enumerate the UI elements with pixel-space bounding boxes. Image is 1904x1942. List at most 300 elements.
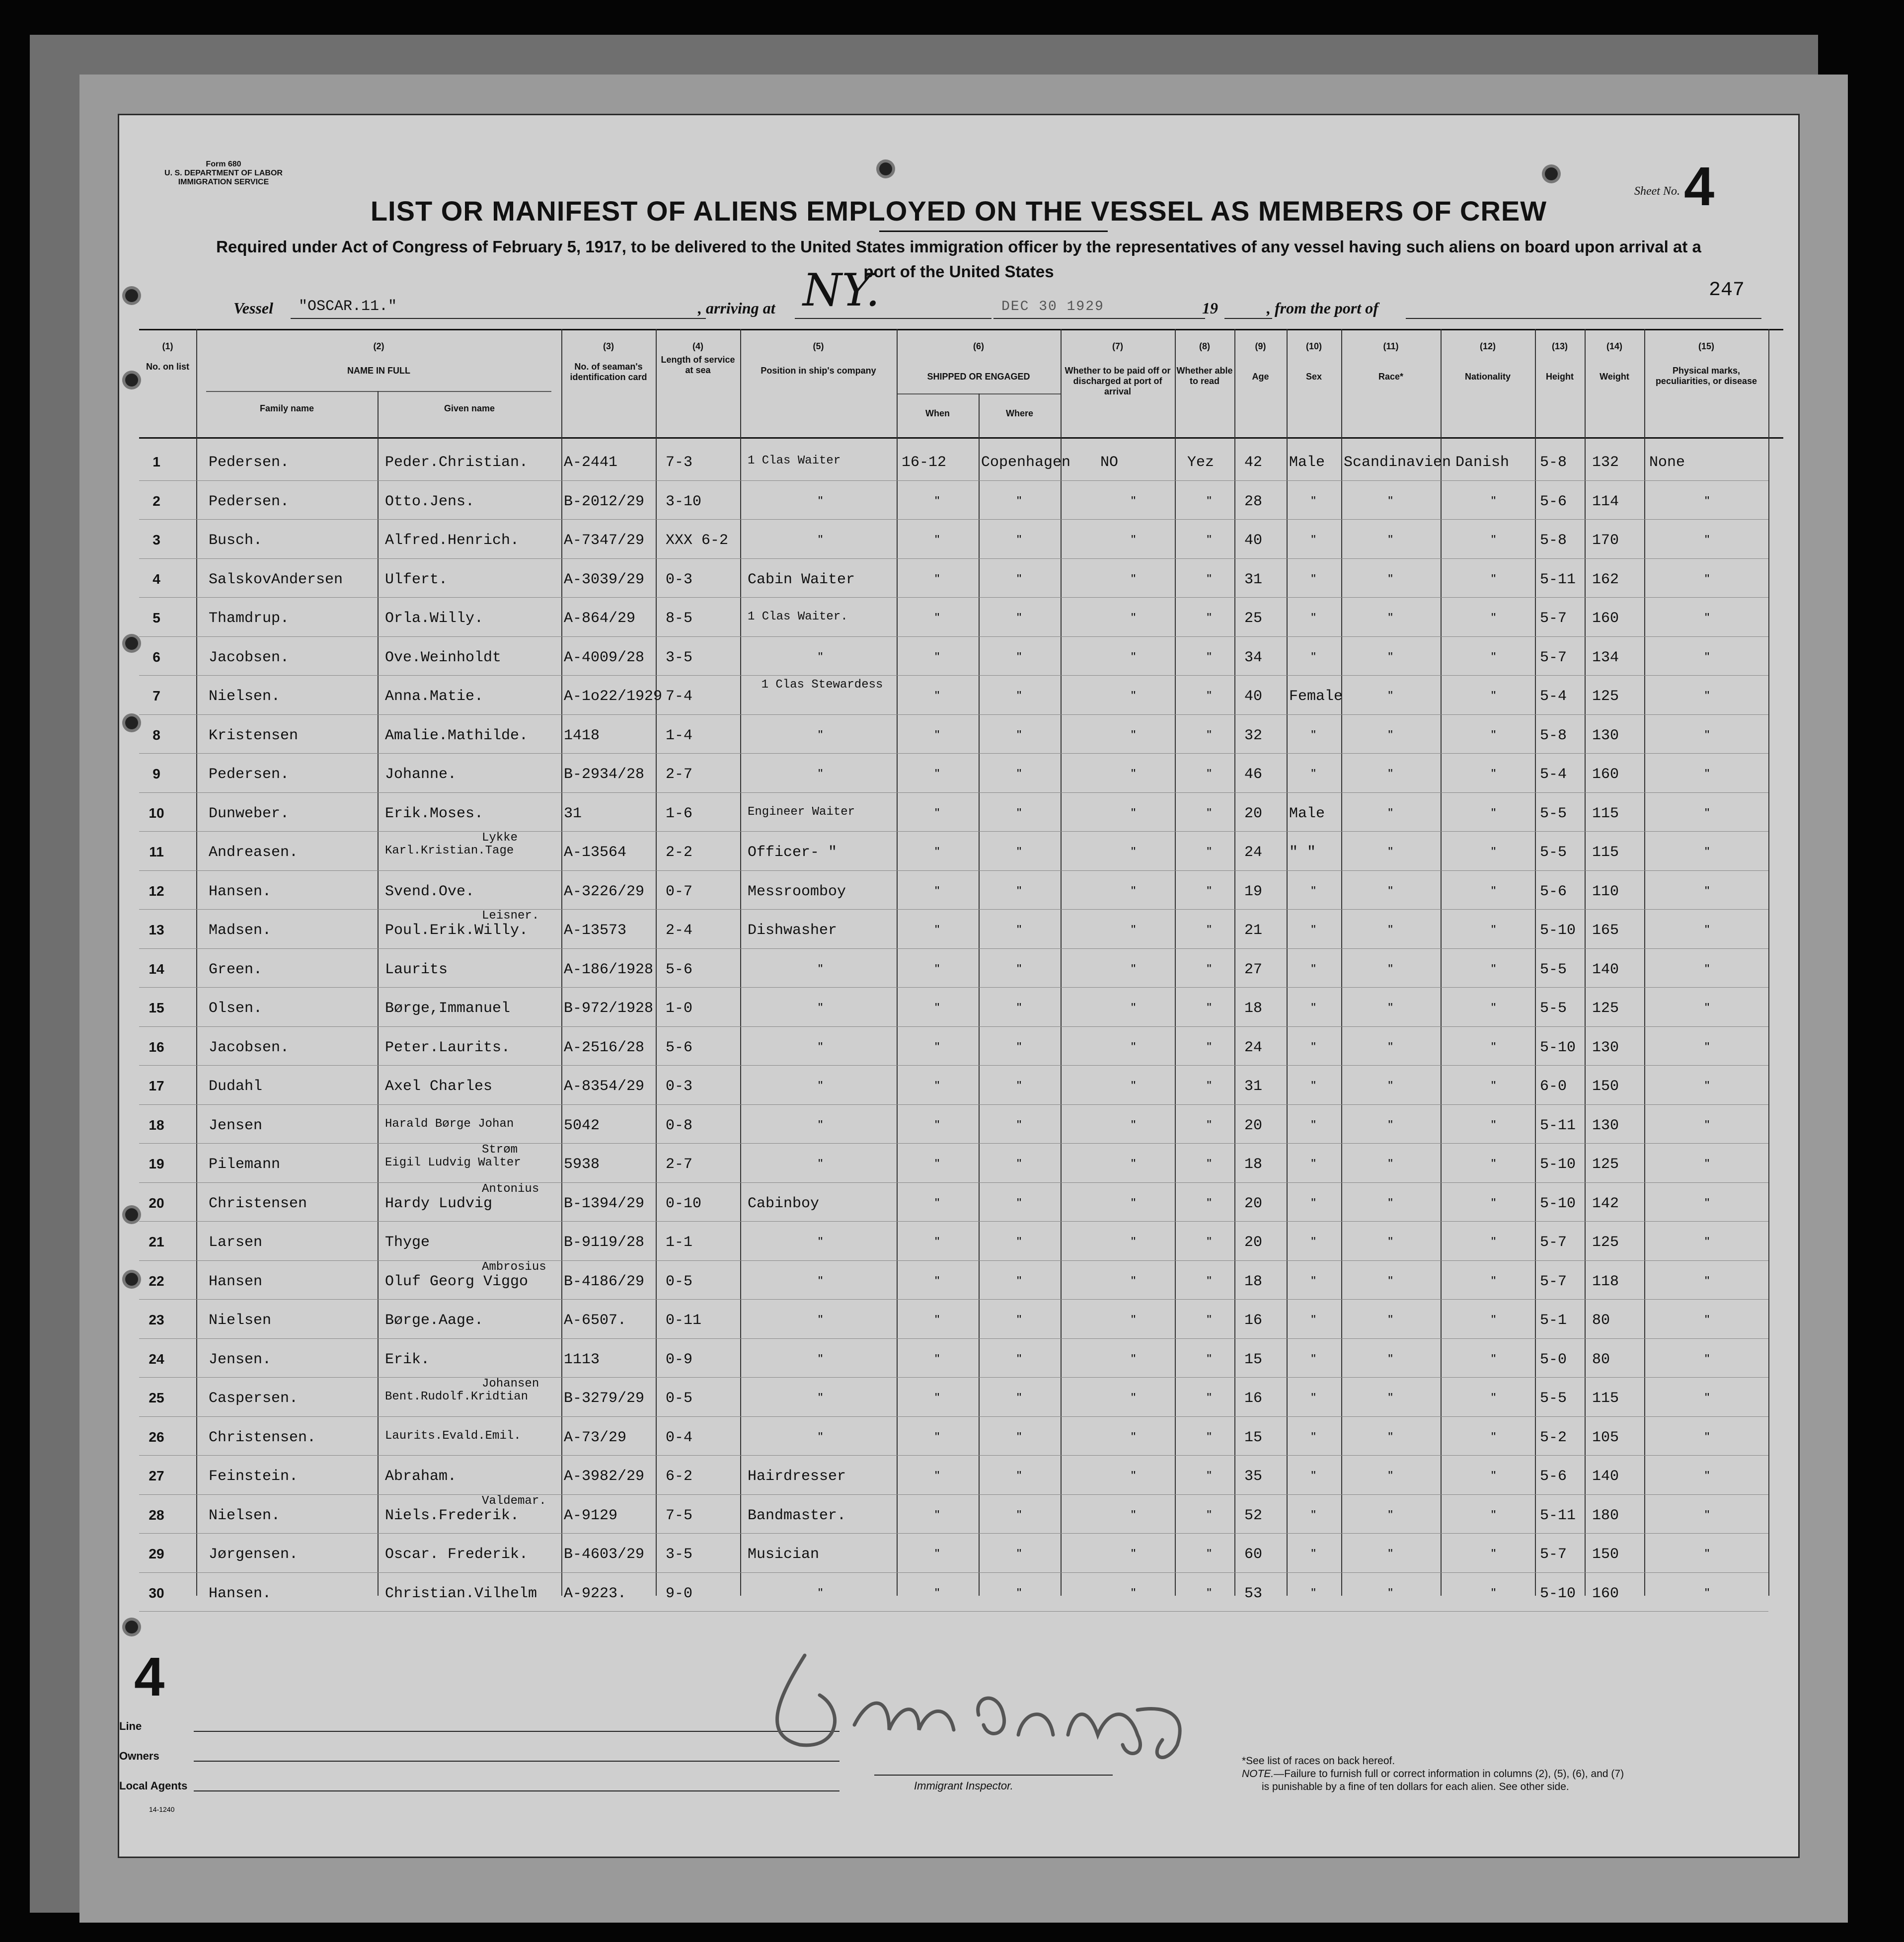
cell-paid: " — [1131, 766, 1136, 781]
cell-age: 31 — [1244, 571, 1263, 588]
cell-service: XXX 6-2 — [666, 532, 729, 549]
cell-age: 25 — [1244, 610, 1263, 627]
cell-race: " — [1388, 1468, 1393, 1483]
department: U. S. DEPARTMENT OF LABOR — [164, 169, 283, 177]
cell-position: " — [818, 1039, 823, 1054]
cell-given: Alfred.Henrich. — [385, 532, 520, 549]
service: IMMIGRATION SERVICE — [178, 178, 269, 186]
row-rule — [139, 1104, 1768, 1105]
cell-family: Nielsen. — [209, 688, 281, 705]
cell-given: Anna.Matie. — [385, 688, 484, 705]
cell-paid: " — [1131, 1234, 1136, 1249]
cell-paid: " — [1131, 532, 1136, 547]
cell-height: 5-4 — [1540, 688, 1567, 705]
cell-marks: " — [1705, 532, 1710, 547]
cell-service: 8-5 — [666, 610, 693, 627]
cell-family: Thamdrup. — [209, 610, 290, 627]
cell-card: A-3982/29 — [564, 1468, 645, 1485]
binder-hole-icon — [125, 374, 138, 387]
cell-when: " — [935, 1390, 940, 1405]
cell-family: Nielsen — [209, 1312, 272, 1329]
cell-race: " — [1388, 1195, 1393, 1210]
cell-race: " — [1388, 961, 1393, 976]
cell-race: " — [1388, 883, 1393, 898]
cell-marks: " — [1705, 571, 1710, 586]
cell-weight: 160 — [1592, 766, 1619, 783]
cell-weight: 132 — [1592, 454, 1619, 471]
cell-where: " — [1017, 1507, 1022, 1522]
cell-position: 1 Clas Waiter. — [748, 610, 848, 623]
cell-height: 5-11 — [1540, 571, 1576, 588]
cell-no: 3 — [152, 532, 160, 547]
cell-where: " — [1017, 1117, 1022, 1132]
cell-weight: 115 — [1592, 844, 1619, 861]
cell-read: " — [1207, 727, 1212, 742]
cell-family: Hansen. — [209, 1585, 272, 1602]
cell-card: A-4009/28 — [564, 649, 645, 666]
cell-race: " — [1388, 688, 1393, 703]
cell-height: 5-7 — [1540, 649, 1567, 666]
cell-family: Madsen. — [209, 922, 272, 939]
cell-given: Børge,Immanuel — [385, 1000, 511, 1017]
cell-no: 28 — [149, 1507, 164, 1523]
cell-nat: " — [1491, 1234, 1496, 1249]
cell-sex: " — [1311, 1195, 1316, 1210]
cell-family: Olsen. — [209, 1000, 263, 1017]
cell-paid: " — [1131, 922, 1136, 937]
cell-read: " — [1207, 493, 1212, 508]
row-rule — [139, 1494, 1768, 1495]
cell-paid: " — [1131, 844, 1136, 859]
cell-when: " — [935, 1351, 940, 1366]
cell-card: 5938 — [564, 1156, 600, 1173]
cell-position: " — [818, 727, 823, 742]
cell-position: Musician — [748, 1546, 820, 1563]
cell-given: Peter.Laurits. — [385, 1039, 511, 1056]
cell-marks: " — [1705, 493, 1710, 508]
cell-read: " — [1207, 1000, 1212, 1015]
cell-family: Christensen — [209, 1195, 307, 1212]
binder-hole-icon — [1545, 167, 1558, 180]
cell-race: " — [1388, 1273, 1393, 1288]
cell-paid: " — [1131, 1585, 1136, 1600]
cell-age: 35 — [1244, 1468, 1263, 1485]
cell-position: " — [818, 532, 823, 547]
row-rule — [139, 519, 1768, 520]
cell-given: Axel Charles — [385, 1078, 493, 1095]
cell-weight: 130 — [1592, 727, 1619, 744]
cell-given: Erik. — [385, 1351, 430, 1368]
cell-paid: " — [1131, 1000, 1136, 1015]
cell-read: " — [1207, 844, 1212, 859]
from-port-label: , from the port of — [1267, 299, 1378, 317]
name-subrule — [206, 391, 551, 392]
cell-where: " — [1017, 844, 1022, 859]
cell-given: Svend.Ove. — [385, 883, 475, 900]
cell-no: 4 — [152, 571, 160, 587]
cell-paid: " — [1131, 1117, 1136, 1132]
cell-family: Jensen. — [209, 1351, 272, 1368]
cell-age: 16 — [1244, 1312, 1263, 1329]
cell-nat: " — [1491, 1390, 1496, 1405]
cell-read: " — [1207, 961, 1212, 976]
cell-height: 5-7 — [1540, 610, 1567, 627]
cell-race: " — [1388, 532, 1393, 547]
cell-where: " — [1017, 805, 1022, 820]
cell-where: " — [1017, 727, 1022, 742]
line-label: Line — [119, 1720, 142, 1732]
cell-paid: " — [1131, 1273, 1136, 1288]
cell-family: Dunweber. — [209, 805, 290, 822]
cell-race: " — [1388, 1429, 1393, 1444]
cell-nat: " — [1491, 1507, 1496, 1522]
cell-age: 40 — [1244, 532, 1263, 549]
cell-card: B-1394/29 — [564, 1195, 645, 1212]
cell-given: Erik.Moses. — [385, 805, 484, 822]
col13-header: (13) Height — [1546, 341, 1574, 382]
cell-weight: 170 — [1592, 532, 1619, 549]
cell-service: 0-3 — [666, 1078, 693, 1095]
row-rule — [139, 1182, 1768, 1183]
cell-card: A-13564 — [564, 844, 627, 861]
row-rule — [139, 1143, 1768, 1144]
row-rule — [139, 831, 1768, 832]
cell-given: Ove.Weinholdt — [385, 649, 502, 666]
row-rule — [139, 870, 1768, 871]
cell-paid: " — [1131, 1468, 1136, 1483]
inspector-signature-line — [874, 1775, 1113, 1776]
binder-hole-icon — [125, 1273, 138, 1286]
cell-card: 1418 — [564, 727, 600, 744]
cell-paid: " — [1131, 649, 1136, 664]
cell-given: Johanne. — [385, 766, 457, 783]
cell-where: " — [1017, 1273, 1022, 1288]
cell-height: 5-1 — [1540, 1312, 1567, 1329]
cell-where: " — [1017, 610, 1022, 625]
cell-nat: " — [1491, 1546, 1496, 1561]
cell-no: 8 — [152, 727, 160, 743]
cell-read: " — [1207, 610, 1212, 625]
cell-where: " — [1017, 571, 1022, 586]
cell-marks: " — [1705, 1429, 1710, 1444]
cell-weight: 125 — [1592, 1000, 1619, 1017]
cell-family: SalskovAndersen — [209, 571, 343, 588]
cell-height: 5-2 — [1540, 1429, 1567, 1446]
cell-service: 3-5 — [666, 649, 693, 666]
cell-card: B-4603/29 — [564, 1546, 645, 1563]
cell-given: Amalie.Mathilde. — [385, 727, 529, 744]
cell-weight: 140 — [1592, 1468, 1619, 1485]
cell-family: Pedersen. — [209, 454, 290, 471]
page-title: LIST OR MANIFEST OF ALIENS EMPLOYED ON THE VESSEL AS MEMBERS OF CREW — [370, 195, 1547, 227]
cell-height: 5-8 — [1540, 454, 1567, 471]
cell-age: 34 — [1244, 649, 1263, 666]
cell-no: 23 — [149, 1312, 164, 1327]
cell-when: " — [935, 1117, 940, 1132]
cell-age: 20 — [1244, 1234, 1263, 1251]
cell-marks: None — [1649, 454, 1685, 471]
cell-height: 5-4 — [1540, 766, 1567, 783]
cell-no: 14 — [149, 961, 164, 977]
cell-nat: " — [1491, 1429, 1496, 1444]
cell-sex: " — [1311, 1390, 1316, 1405]
cell-weight: 130 — [1592, 1039, 1619, 1056]
cell-position: " — [818, 1117, 823, 1132]
cell-family: Busch. — [209, 532, 263, 549]
cell-height: 5-6 — [1540, 1468, 1567, 1485]
cell-nat: " — [1491, 922, 1496, 937]
col6-header: (6) SHIPPED OR ENGAGED — [927, 341, 1030, 382]
cell-sex: " — [1311, 1273, 1316, 1288]
form-number: Form 680 — [206, 160, 241, 168]
col2b-header: Given name — [444, 403, 495, 413]
cell-weight: 150 — [1592, 1546, 1619, 1563]
cell-card: A-13573 — [564, 922, 627, 939]
cell-marks: " — [1705, 844, 1710, 859]
cell-weight: 134 — [1592, 649, 1619, 666]
cell-paid: " — [1131, 883, 1136, 898]
cell-service: 9-0 — [666, 1585, 693, 1602]
cell-family: Pedersen. — [209, 766, 290, 783]
cell-age: 19 — [1244, 883, 1263, 900]
cell-nat: " — [1491, 1273, 1496, 1288]
cell-given: Otto.Jens. — [385, 493, 475, 510]
cell-paid: " — [1131, 571, 1136, 586]
cell-when: " — [935, 1195, 940, 1210]
cell-marks: " — [1705, 1468, 1710, 1483]
cell-paid: " — [1131, 727, 1136, 742]
row-rule — [139, 1260, 1768, 1261]
cell-where: Copenhagen — [981, 454, 1071, 471]
cell-sex: Male — [1289, 805, 1325, 822]
cell-sex: " — [1311, 1312, 1316, 1327]
agents-label: Local Agents — [119, 1780, 188, 1792]
row-rule — [139, 714, 1768, 715]
cell-no: 2 — [152, 493, 160, 509]
col11-header: (11) Race* — [1378, 341, 1404, 382]
arriving-at: NY. — [795, 264, 991, 319]
cell-when: " — [935, 805, 940, 820]
cell-read: " — [1207, 1078, 1212, 1093]
cell-marks: " — [1705, 1351, 1710, 1366]
cell-age: 15 — [1244, 1351, 1263, 1368]
cell-read: " — [1207, 571, 1212, 586]
cell-nat: " — [1491, 1117, 1496, 1132]
cell-card: 1113 — [564, 1351, 600, 1368]
cell-age: 28 — [1244, 493, 1263, 510]
cell-position: " — [818, 1000, 823, 1015]
cell-paid: " — [1131, 1351, 1136, 1366]
cell-no: 12 — [149, 883, 164, 899]
cell-read: " — [1207, 649, 1212, 664]
cell-age: 18 — [1244, 1273, 1263, 1290]
cell-weight: 142 — [1592, 1195, 1619, 1212]
cell-service: 1-6 — [666, 805, 693, 822]
cell-paid: " — [1131, 610, 1136, 625]
cell-age: 20 — [1244, 805, 1263, 822]
cell-sex: " — [1311, 922, 1316, 937]
cell-position: " — [818, 1351, 823, 1366]
cell-height: 5-10 — [1540, 1195, 1576, 1212]
cell-card: B-2934/28 — [564, 766, 645, 783]
cell-service: 0-5 — [666, 1273, 693, 1290]
cell-no: 17 — [149, 1078, 164, 1093]
cell-paid: " — [1131, 688, 1136, 703]
col6a-header: When — [925, 408, 950, 418]
cell-race: " — [1388, 922, 1393, 937]
cell-given: Laurits.Evald.Emil. — [385, 1429, 521, 1443]
cell-service: 0-8 — [666, 1117, 693, 1134]
cell-weight: 125 — [1592, 1156, 1619, 1173]
cell-read: " — [1207, 1195, 1212, 1210]
cell-read: " — [1207, 922, 1212, 937]
cell-when: " — [935, 688, 940, 703]
cell-service: 1-0 — [666, 1000, 693, 1017]
arrival-date-stamp: DEC 30 1929 — [993, 299, 1205, 319]
row-rule — [139, 1026, 1768, 1027]
cell-no: 22 — [149, 1273, 164, 1289]
vessel-label: Vessel — [233, 299, 273, 317]
cell-nat: " — [1491, 1351, 1496, 1366]
cell-family: Jensen — [209, 1117, 263, 1134]
cell-paid: NO — [1100, 454, 1119, 471]
cell-when: " — [935, 1468, 940, 1483]
cell-card: A-186/1928 — [564, 961, 654, 978]
cell-sex: " — [1311, 1429, 1316, 1444]
cell-where: " — [1017, 1312, 1022, 1327]
cell-given: Eigil Ludvig Walter — [385, 1156, 521, 1169]
cell-position: " — [818, 493, 823, 508]
col5-header: (5) Position in ship's company — [761, 341, 876, 376]
cell-when: " — [935, 532, 940, 547]
cell-where: " — [1017, 1039, 1022, 1054]
cell-service: 0-3 — [666, 571, 693, 588]
cell-card: B-3279/29 — [564, 1390, 645, 1407]
cell-sex: " — [1311, 1039, 1316, 1054]
cell-height: 5-0 — [1540, 1351, 1567, 1368]
cell-race: " — [1388, 1351, 1393, 1366]
row-rule — [139, 1416, 1768, 1417]
cell-weight: 114 — [1592, 493, 1619, 510]
cell-when: " — [935, 1039, 940, 1054]
cell-weight: 105 — [1592, 1429, 1619, 1446]
cell-marks: " — [1705, 766, 1710, 781]
cell-read: " — [1207, 1039, 1212, 1054]
col2a-header: Family name — [259, 403, 314, 413]
cell-nat: " — [1491, 883, 1496, 898]
cell-race: " — [1388, 805, 1393, 820]
cell-when: " — [935, 1234, 940, 1249]
cell-read: " — [1207, 1312, 1212, 1327]
cell-where: " — [1017, 649, 1022, 664]
cell-where: " — [1017, 1195, 1022, 1210]
cell-race: " — [1388, 1078, 1393, 1093]
cell-read: " — [1207, 688, 1212, 703]
cell-sex: " — [1311, 961, 1316, 976]
vessel-name: "OSCAR.11." — [291, 298, 706, 319]
row-rule — [139, 1338, 1768, 1339]
cell-family: Feinstein. — [209, 1468, 299, 1485]
row-rule — [139, 636, 1768, 637]
cell-family: Hansen — [209, 1273, 263, 1290]
cell-paid: " — [1131, 1390, 1136, 1405]
cell-service: 7-5 — [666, 1507, 693, 1524]
cell-height: 5-10 — [1540, 1039, 1576, 1056]
cell-position: " — [818, 766, 823, 781]
cell-card: A-1o22/1929 — [564, 688, 663, 705]
cell-card: B-4186/29 — [564, 1273, 645, 1290]
title-underline — [879, 231, 1108, 232]
cell-position: Dishwasher — [748, 922, 838, 939]
col15-header: (15) Physical marks, peculiarities, or disease — [1655, 341, 1757, 386]
cell-paid: " — [1131, 1546, 1136, 1561]
cell-marks: " — [1705, 1078, 1710, 1093]
cell-race: Scandinavien — [1344, 454, 1451, 471]
cell-weight: 140 — [1592, 961, 1619, 978]
cell-service: 5-6 — [666, 961, 693, 978]
cell-nat: " — [1491, 961, 1496, 976]
cell-when: " — [935, 1585, 940, 1600]
cell-paid: " — [1131, 1507, 1136, 1522]
row-rule — [139, 1611, 1768, 1612]
cell-nat: " — [1491, 1468, 1496, 1483]
cell-position: " — [818, 1390, 823, 1405]
row-rule — [139, 597, 1768, 598]
cell-age: 42 — [1244, 454, 1263, 471]
row-rule — [139, 1065, 1768, 1066]
cell-nat: " — [1491, 1039, 1496, 1054]
cell-position: " — [818, 649, 823, 664]
cell-given: Karl.Kristian.Tage — [385, 844, 514, 857]
cell-age: 60 — [1244, 1546, 1263, 1563]
cell-marks: " — [1705, 1195, 1710, 1210]
cell-given: Oluf Georg Viggo — [385, 1273, 529, 1290]
cell-given: Børge.Aage. — [385, 1312, 484, 1329]
cell-race: " — [1388, 649, 1393, 664]
cell-where: " — [1017, 766, 1022, 781]
cell-no: 9 — [152, 766, 160, 781]
cell-race: " — [1388, 571, 1393, 586]
cell-when: " — [935, 610, 940, 625]
cell-marks: " — [1705, 961, 1710, 976]
cell-weight: 160 — [1592, 610, 1619, 627]
cell-weight: 130 — [1592, 1117, 1619, 1134]
cell-race: " — [1388, 1039, 1393, 1054]
cell-paid: " — [1131, 805, 1136, 820]
cell-marks: " — [1705, 1117, 1710, 1132]
cell-sex: " — [1311, 727, 1316, 742]
cell-age: 20 — [1244, 1117, 1263, 1134]
cell-paid: " — [1131, 1156, 1136, 1171]
row-rule — [139, 792, 1768, 793]
cell-when: " — [935, 493, 940, 508]
cell-card: A-3039/29 — [564, 571, 645, 588]
cell-sex: " — [1311, 532, 1316, 547]
cell-marks: " — [1705, 1156, 1710, 1171]
cell-position: 1 Clas Waiter — [748, 454, 841, 467]
cell-service: 0-11 — [666, 1312, 702, 1329]
cell-when: " — [935, 961, 940, 976]
cell-family: Christensen. — [209, 1429, 316, 1446]
cell-card: A-7347/29 — [564, 532, 645, 549]
cell-given: Laurits — [385, 961, 448, 978]
cell-height: 5-5 — [1540, 961, 1567, 978]
binder-hole-icon — [125, 716, 138, 729]
cell-where: " — [1017, 1585, 1022, 1600]
cell-service: 2-7 — [666, 766, 693, 783]
cell-marks: " — [1705, 1000, 1710, 1015]
cell-no: 18 — [149, 1117, 164, 1133]
